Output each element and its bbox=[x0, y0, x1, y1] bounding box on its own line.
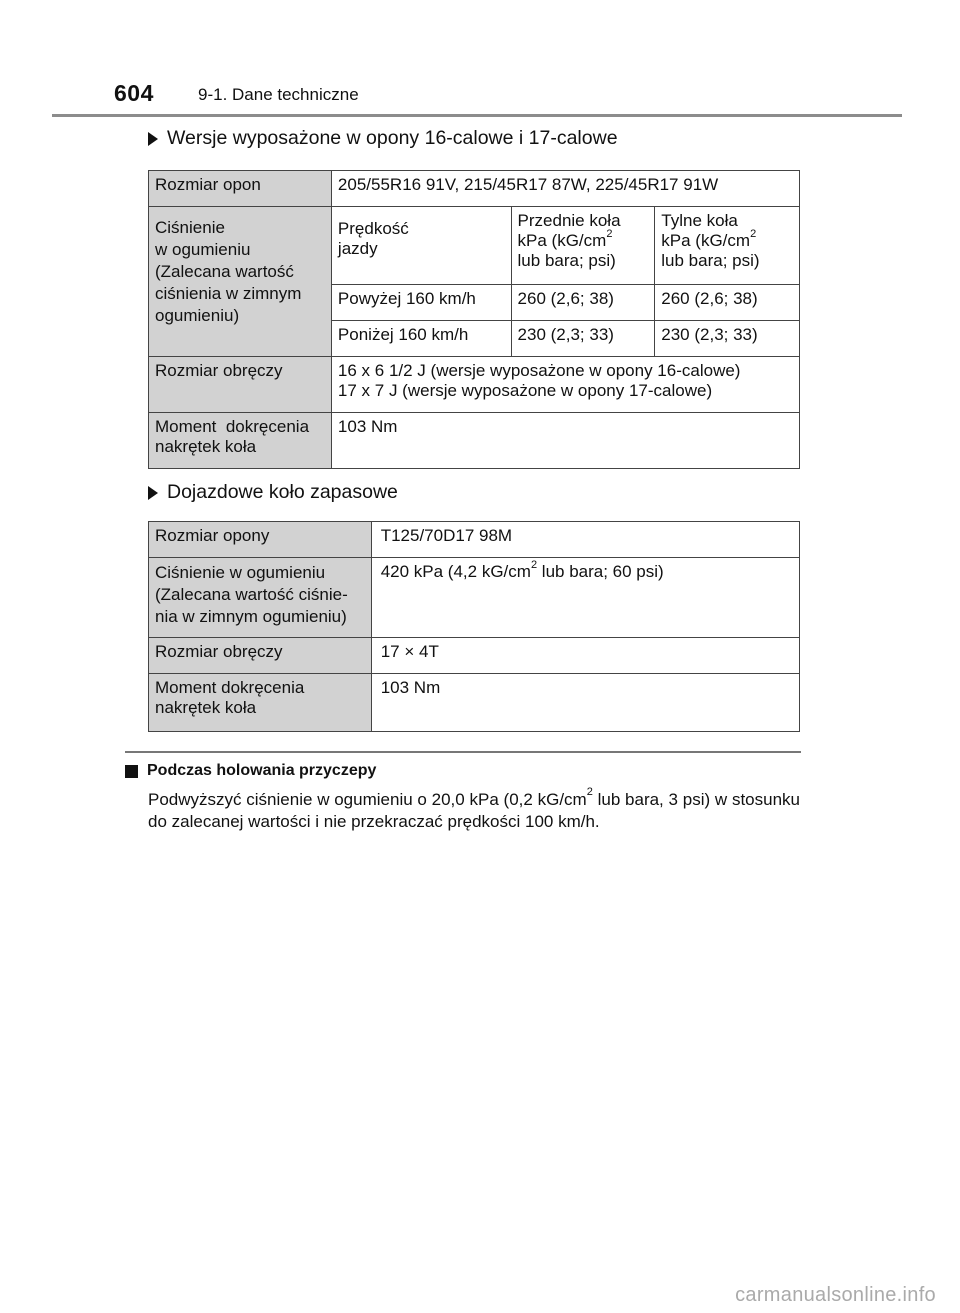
torque-value: 103 Nm bbox=[331, 413, 799, 469]
spare-tire-size-label: Rozmiar opony bbox=[149, 522, 372, 558]
note-text: Podwyższyć ciśnienie w ogumieniu o 20,0 kPa (0,2 $kG/cm^2$ lub bara, 3 psi) w stosunku do zalecanej wartości i nie przekraczać prędkości 100 km/h. bbox=[148, 786, 800, 831]
note-divider bbox=[125, 751, 801, 753]
rear-pressure-cell: 230 (2,3; 33) bbox=[655, 321, 800, 357]
table-row bbox=[149, 674, 800, 732]
speed-cell: Powyżej 160 km/h bbox=[331, 285, 511, 321]
subheading-spare-wheel bbox=[148, 481, 398, 504]
square-bullet-icon bbox=[125, 765, 138, 778]
front-wheels-header: Przednie koła kPa ($kG/cm^2$ lub bara; psi) bbox=[511, 207, 655, 285]
tire-spec-table bbox=[148, 170, 800, 469]
table-row bbox=[149, 207, 800, 285]
tire-size-value: 205/55R16 91V, 215/45R17 87W, 225/45R17 91W bbox=[331, 171, 799, 207]
note-heading-text: Podczas holowania przyczepy bbox=[147, 762, 377, 779]
spare-torque-label: Moment dokręcenia nakrętek koła bbox=[149, 674, 372, 732]
spare-pressure-label: Ciśnienie w ogumieniu (Zalecana wartość ciśnie- nia w zimnym ogumieniu) bbox=[149, 558, 372, 638]
front-pressure-cell: 260 (2,6; 38) bbox=[511, 285, 655, 321]
watermark: carmanualsonline.info bbox=[735, 1284, 936, 1306]
rim-size-value: 16 x 6 1/2 J (wersje wyposażone w opony 16-calowe) 17 x 7 J (wersje wyposażone w opony 17-calowe) bbox=[331, 357, 799, 413]
front-pressure-cell: 230 (2,3; 33) bbox=[511, 321, 655, 357]
rear-pressure-cell: 260 (2,6; 38) bbox=[655, 285, 800, 321]
subheading-text: Dojazdowe koło zapasowe bbox=[167, 481, 398, 503]
tire-size-label: Rozmiar opon bbox=[149, 171, 332, 207]
subheading-tires-16-17 bbox=[148, 127, 618, 150]
table-row bbox=[149, 638, 800, 674]
table-row bbox=[149, 357, 800, 413]
note-heading bbox=[125, 762, 376, 780]
spare-rim-size-label: Rozmiar obręczy bbox=[149, 638, 372, 674]
pressure-label: Ciśnienie w ogumieniu (Zalecana wartość ciśnienia w zimnym ogumieniu) bbox=[149, 207, 332, 357]
spare-wheel-table bbox=[148, 521, 800, 732]
spare-pressure-value: 420 kPa (4,2 $kG/cm^2$ lub bara; 60 psi) bbox=[371, 558, 799, 638]
speed-cell: Poniżej 160 km/h bbox=[331, 321, 511, 357]
spare-tire-size-value: T125/70D17 98M bbox=[371, 522, 799, 558]
speed-header: Prędkość jazdy bbox=[331, 207, 511, 285]
spare-rim-size-value: 17 × 4T bbox=[371, 638, 799, 674]
arrow-right-icon bbox=[148, 132, 158, 146]
rear-wheels-header: Tylne koła kPa ($kG/cm^2$ lub bara; psi) bbox=[655, 207, 800, 285]
subheading-text: Wersje wyposażone w opony 16-calowe i 17-calowe bbox=[167, 127, 618, 149]
rim-size-label: Rozmiar obręczy bbox=[149, 357, 332, 413]
table-row bbox=[149, 171, 800, 207]
table-row bbox=[149, 558, 800, 638]
page-number: 604 bbox=[114, 80, 154, 106]
section-title: 9-1. Dane techniczne bbox=[198, 85, 359, 104]
header-rule bbox=[52, 114, 902, 117]
spare-torque-value: 103 Nm bbox=[371, 674, 799, 732]
arrow-right-icon bbox=[148, 486, 158, 500]
table-row bbox=[149, 413, 800, 469]
torque-label: Moment dokręcenia nakrętek koła bbox=[149, 413, 332, 469]
table-row bbox=[149, 522, 800, 558]
